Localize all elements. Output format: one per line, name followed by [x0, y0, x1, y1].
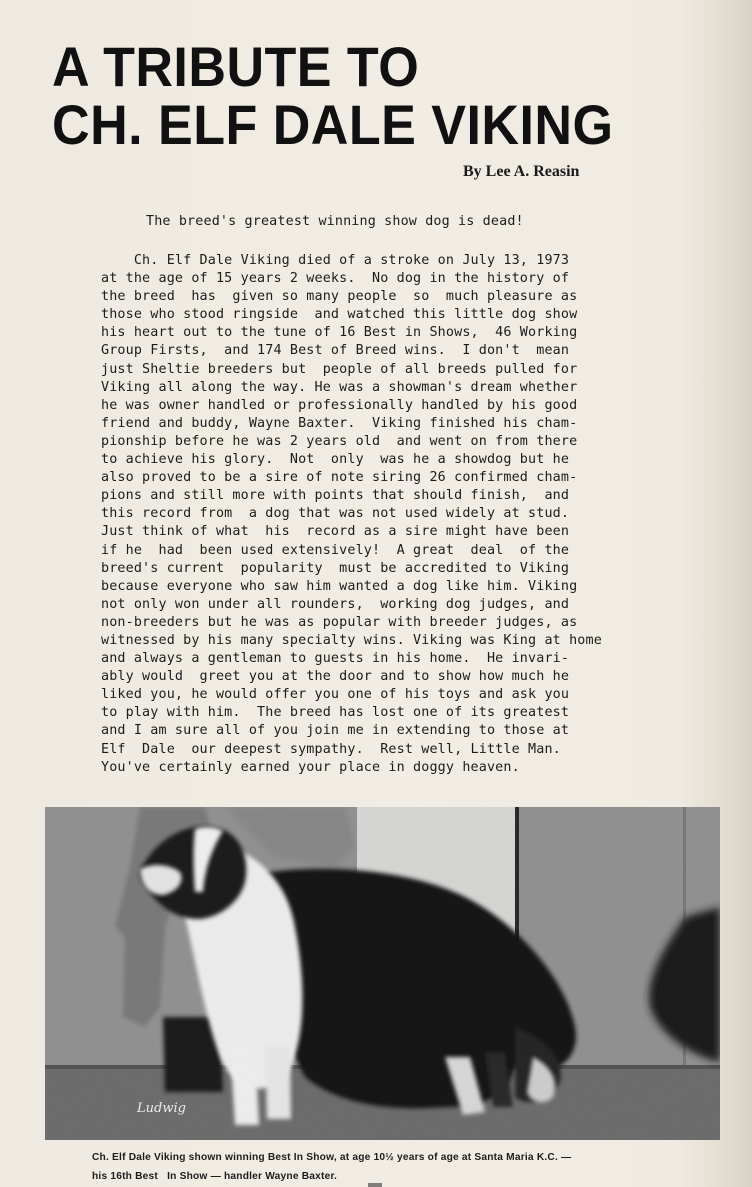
body-line: this record from a dog that was not used widely at stud.: [101, 506, 570, 522]
body-line: if he had been used extensively! A great deal of the: [101, 542, 570, 558]
body-line: the breed has given so many people so much pleasure as: [101, 289, 578, 305]
photo-caption: [92, 1148, 571, 1186]
body-line: Group Firsts, and 174 Best of Breed wins. I don't mean: [101, 343, 570, 359]
body-line: at the age of 15 years 2 weeks. No dog in the history of: [101, 271, 570, 287]
body-line: friend and buddy, Wayne Baxter. Viking finished his cham-: [101, 415, 578, 431]
page-number-fragment: [368, 1183, 382, 1187]
title-line-2: CH. ELF DALE VIKING: [52, 93, 614, 156]
body-line: to achieve his glory. Not only was he a showdog but he: [101, 452, 570, 468]
body-line: breed's current popularity must be accredited to Viking: [101, 560, 570, 576]
dog-photo: [45, 807, 720, 1140]
body-line: pionship before he was 2 years old and went on from there: [101, 433, 578, 449]
body-line: ably would greet you at the door and to show how much he: [101, 669, 570, 685]
lede-sentence: The breed's greatest winning show dog is dead!: [146, 214, 524, 229]
caption-line-1: Ch. Elf Dale Viking shown winning Best In Show, at age 10½ years of age at Santa Maria K.C. —: [92, 1152, 572, 1163]
dog-front-leg: [265, 1047, 291, 1119]
caption-line-2: his 16th Best In Show — handler Wayne Baxter.: [92, 1171, 338, 1182]
body-line: witnessed by his many specialty wins. Viking was King at home: [101, 632, 602, 648]
body-line: his heart out to the tune of 16 Best in Shows, 46 Working: [101, 325, 578, 341]
title-line-1: A TRIBUTE TO: [52, 35, 420, 98]
body-line: and I am sure all of you join me in extending to those at: [101, 723, 570, 739]
body-line: he was owner handled or professionally handled by his good: [101, 397, 578, 413]
byline: By Lee A. Reasin: [463, 163, 580, 180]
body-line: non-breeders but he was as popular with breeder judges, as: [101, 614, 578, 630]
body-line: not only won under all rounders, working dog judges, and: [101, 596, 570, 612]
body-line: and always a gentleman to guests in his home. He invari-: [101, 651, 570, 667]
article-body: [101, 252, 602, 777]
body-line: because everyone who saw him wanted a dog like him. Viking: [101, 578, 578, 594]
body-line: those who stood ringside and watched this little dog show: [101, 307, 578, 323]
body-line: Just think of what his record as a sire might have been: [101, 524, 570, 540]
article-title: [52, 35, 614, 156]
photographer-signature: Ludwig: [137, 1101, 186, 1116]
dog-front-leg: [230, 1047, 259, 1125]
body-line: liked you, he would offer you one of his toys and ask you: [101, 687, 570, 703]
body-line: pions and still more with points that should finish, and: [101, 488, 570, 504]
body-line: Viking all along the way. He was a showman's dream whether: [101, 379, 578, 395]
body-line: You've certainly earned your place in doggy heaven.: [101, 759, 520, 775]
body-line: Elf Dale our deepest sympathy. Rest well, Little Man.: [101, 741, 561, 757]
body-line: to play with him. The breed has lost one of its greatest: [101, 705, 570, 721]
body-line: also proved to be a sire of note siring 26 confirmed cham-: [101, 470, 578, 486]
body-line: Ch. Elf Dale Viking died of a stroke on July 13, 1973: [101, 253, 570, 268]
body-line: just Sheltie breeders but people of all breeds pulled for: [101, 361, 578, 377]
